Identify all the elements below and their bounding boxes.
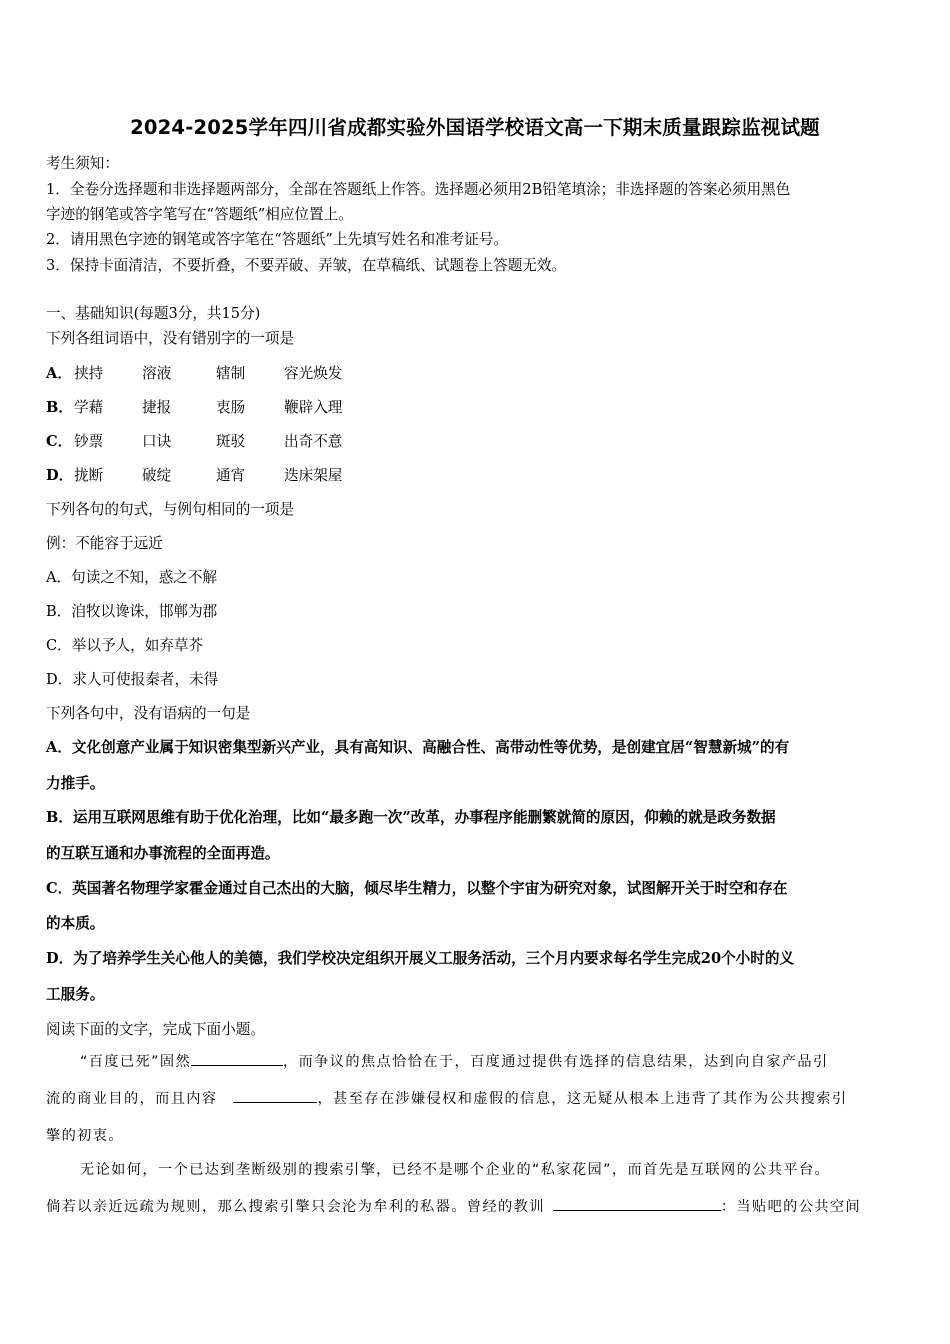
q3-option-line: 的互联互通和办事流程的全面再造。 bbox=[46, 845, 280, 862]
q3-option-line: C．英国著名物理学家霍金通过自己杰出的大脑，倾尽毕生精力，以整个宇宙为研究对象，试图解开关于时空和存在 bbox=[46, 880, 788, 897]
q2-option-b: B．洎牧以谗诛，邯郸为郡 bbox=[46, 603, 218, 620]
reading-paragraph-line: “百度已死”固然 ，而争议的焦点恰恰在于，百度通过提供有选择的信息结果，达到向自家产品引 bbox=[80, 1051, 829, 1071]
q3-option-line: B．运用互联网思维有助于优化治理，比如“最多跑一次”改革，办事程序能删繁就简的原因，仰赖的就是政务数据 bbox=[46, 809, 776, 826]
notice-item: 1．全卷分选择题和非选择题两部分，全部在答题纸上作答。选择题必须用2B铅笔填涂；非选择题的答案必须用黑色 bbox=[46, 181, 791, 198]
q1-option-b: B．学藉 捷报 衷肠 鞭辟入理 bbox=[46, 399, 343, 416]
q3-option-line: 力推手。 bbox=[46, 775, 105, 792]
notice-heading: 考生须知： bbox=[46, 155, 119, 172]
q2-option-d: D．求人可使报秦者，未得 bbox=[46, 671, 219, 688]
q3-stem: 下列各句中，没有语病的一句是 bbox=[46, 705, 251, 722]
q1-option-d: D．拢断 破绽 通宵 迭床架屋 bbox=[46, 467, 343, 484]
fill-blank bbox=[233, 1088, 317, 1103]
q3-option-line: A．文化创意产业属于知识密集型新兴产业，具有高知识、高融合性、高带动性等优势，是创建宜居“智慧新城”的有 bbox=[46, 739, 790, 756]
section-heading: 一、基础知识(每题3分，共15分) bbox=[46, 305, 261, 322]
page-title: 2024-2025学年四川省成都实验外国语学校语文高一下期末质量跟踪监视试题 bbox=[130, 116, 820, 139]
notice-item: 字迹的钢笔或答字笔写在“答题纸”相应位置上。 bbox=[46, 206, 353, 223]
q3-option-line: 工服务。 bbox=[46, 986, 105, 1003]
q3-option-line: 的本质。 bbox=[46, 915, 105, 932]
notice-item: 2．请用黑色字迹的钢笔或答字笔在“答题纸”上先填写姓名和准考证号。 bbox=[46, 231, 509, 248]
notice-item: 3．保持卡面清洁，不要折叠，不要弄破、弄皱，在草稿纸、试题卷上答题无效。 bbox=[46, 257, 567, 274]
reading-paragraph-line: 擎的初衷。 bbox=[46, 1128, 124, 1144]
fill-blank bbox=[191, 1051, 283, 1066]
q2-option-a: A．句读之不知，惑之不解 bbox=[46, 569, 218, 586]
q2-example: 例：不能容于远近 bbox=[46, 535, 163, 552]
reading-paragraph-line: 无论如何，一个已达到垄断级别的搜索引擎，已经不是哪个企业的“私家花园”，而首先是互联网的公共平台。 bbox=[80, 1162, 831, 1178]
q1-stem: 下列各组词语中，没有错别字的一项是 bbox=[46, 330, 295, 347]
q3-option-line: D．为了培养学生关心他人的美德，我们学校决定组织开展义工服务活动，三个月内要求每名学生完成20个小时的义 bbox=[46, 950, 795, 967]
q2-stem: 下列各句的句式，与例句相同的一项是 bbox=[46, 501, 295, 518]
q1-option-c: C． 钞票 口诀 斑驳 出奇不意 bbox=[46, 433, 343, 450]
fill-blank bbox=[553, 1196, 721, 1211]
reading-intro: 阅读下面的文字，完成下面小题。 bbox=[46, 1021, 265, 1038]
q2-option-c: C．举以予人，如弃草芥 bbox=[46, 637, 204, 654]
reading-paragraph-line: 流的商业目的，而且内容 ，甚至存在涉嫌侵权和虚假的信息，这无疑从根本上违背了其作为公共搜索引 bbox=[46, 1088, 847, 1108]
reading-paragraph-line: 倘若以亲近远疏为规则，那么搜索引擎只会沦为牟利的私器。曾经的教训 ：当贴吧的公共空间 bbox=[46, 1196, 861, 1216]
q1-option-a: A． 挟持 溶液 辖制 容光焕发 bbox=[46, 365, 343, 382]
